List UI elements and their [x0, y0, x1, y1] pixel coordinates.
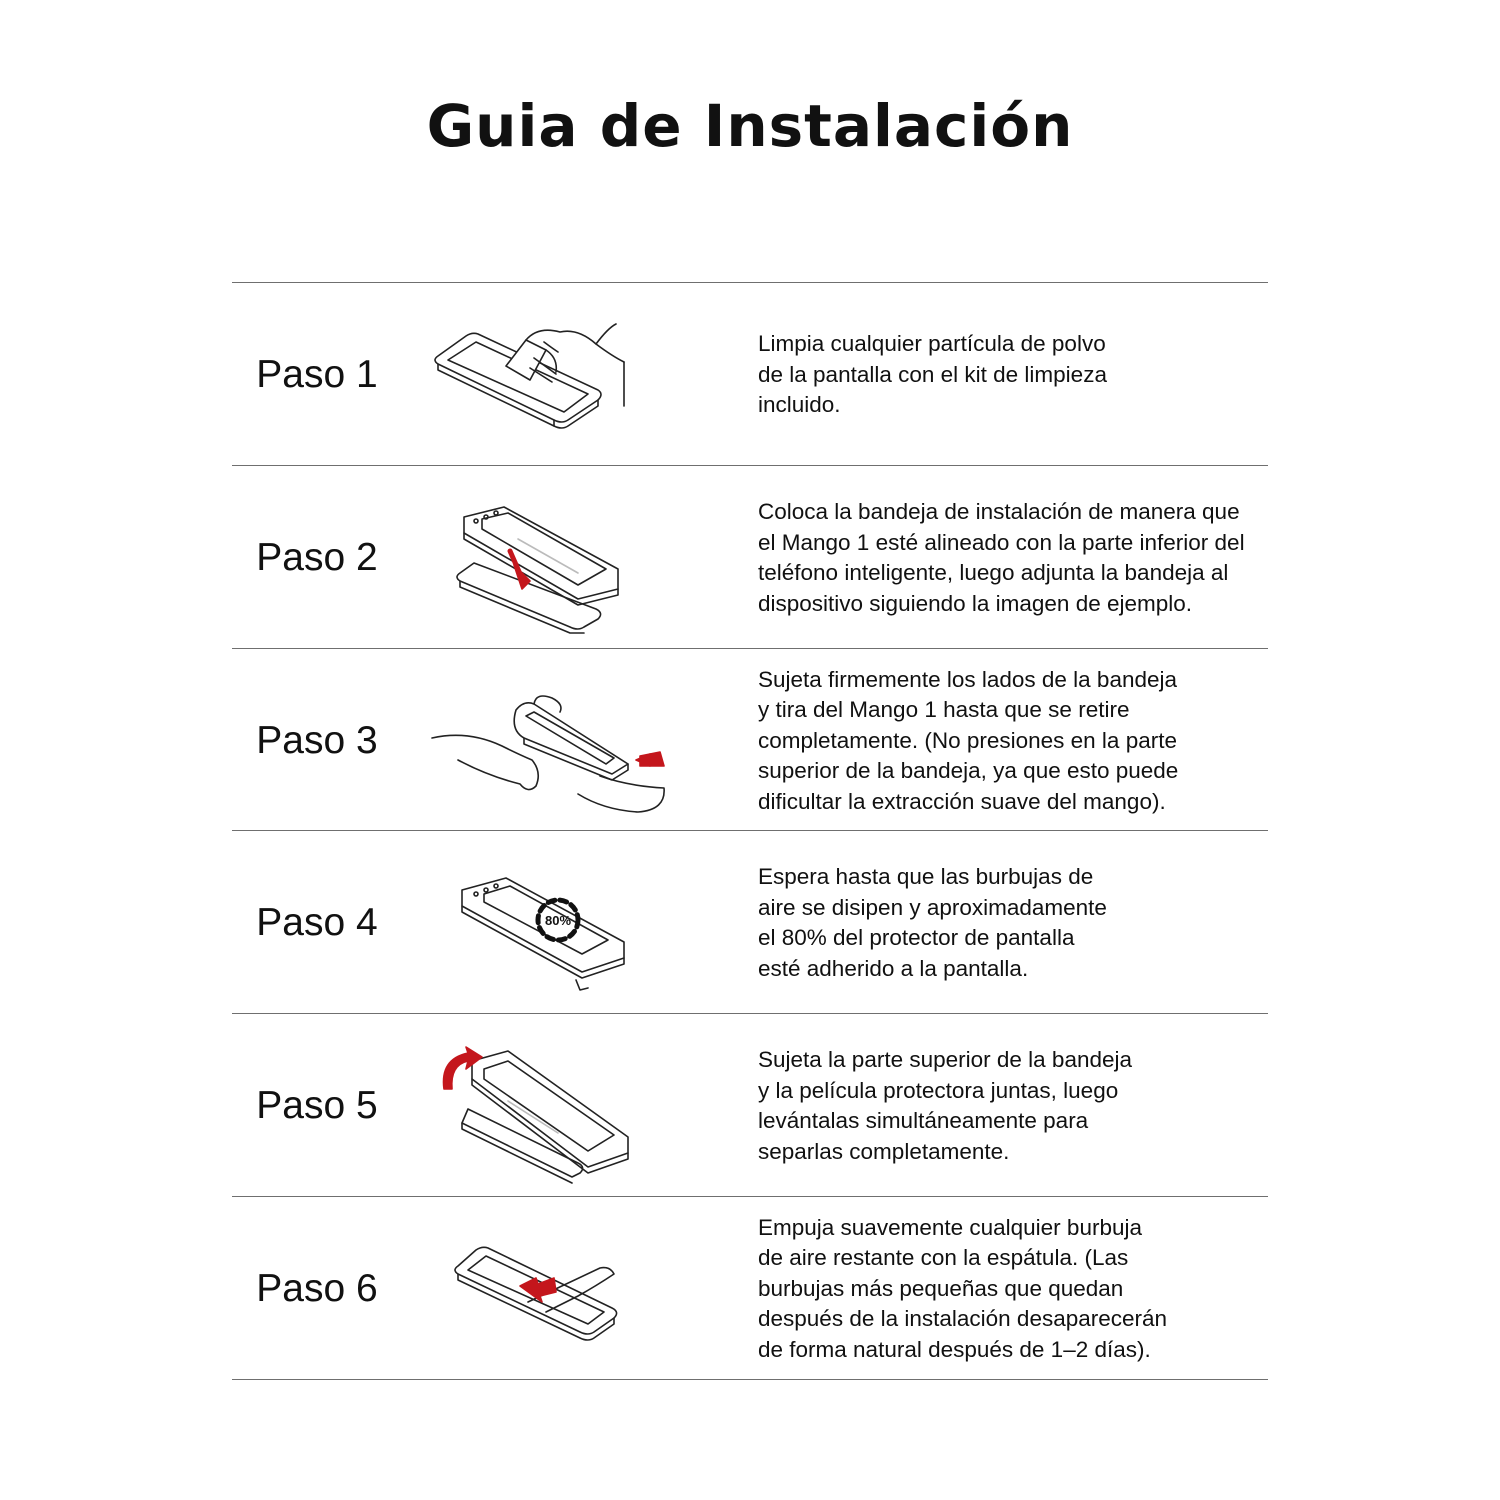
lift-tray-icon	[428, 1029, 668, 1185]
step-label: Paso 3	[256, 719, 378, 762]
step-row-4	[232, 832, 1268, 1014]
step-row-5	[232, 1015, 1268, 1197]
progress-badge: 80%	[544, 913, 572, 928]
push-bubbles-icon	[428, 1212, 668, 1368]
step-description: Empuja suavemente cualquier burbuja de aire restante con la espátula. (Las burbujas más pequeñas que quedan después de la instalación desaparecerán de forma natural después de 1–2 días).	[758, 1214, 1168, 1362]
step-row-6	[232, 1198, 1268, 1380]
step-description: Espera hasta que las burbujas de aire se disipen y aproximadamente el 80% del protector de pantalla esté adherido a la pantalla.	[758, 864, 1107, 981]
step-row-1	[232, 284, 1268, 466]
step-label: Paso 5	[256, 1084, 378, 1127]
step-row-3	[232, 650, 1268, 832]
step-label: Paso 6	[256, 1267, 378, 1310]
wipe-phone-icon	[428, 298, 668, 454]
tray-attach-icon	[428, 481, 668, 637]
adhesion-progress-icon	[428, 846, 668, 1002]
step-label: Paso 4	[256, 901, 378, 944]
page-title: Guia de Instalación	[426, 92, 1074, 160]
step-description: Sujeta la parte superior de la bandeja y la película protectora juntas, luego levántalas simultáneamente para separlas completamente.	[758, 1047, 1133, 1164]
step-description: Coloca la bandeja de instalación de manera que el Mango 1 esté alineado con la parte inferior del teléfono inteligente, luego adjunta la bandeja al dispositivo siguiendo la imagen de ejemplo.	[758, 499, 1245, 616]
divider	[232, 282, 1268, 283]
step-label: Paso 1	[256, 353, 378, 396]
pull-handle-icon	[428, 664, 668, 820]
step-description: Sujeta firmemente los lados de la bandeja y tira del Mango 1 hasta que se retire completamente. (No presiones en la parte superior de la bandeja, ya que esto puede dificultar la extracción suave del mango).	[758, 666, 1179, 814]
step-row-2	[232, 467, 1268, 649]
step-label: Paso 2	[256, 536, 378, 579]
step-description: Limpia cualquier partícula de polvo de la pantalla con el kit de limpieza incluido.	[758, 331, 1107, 418]
